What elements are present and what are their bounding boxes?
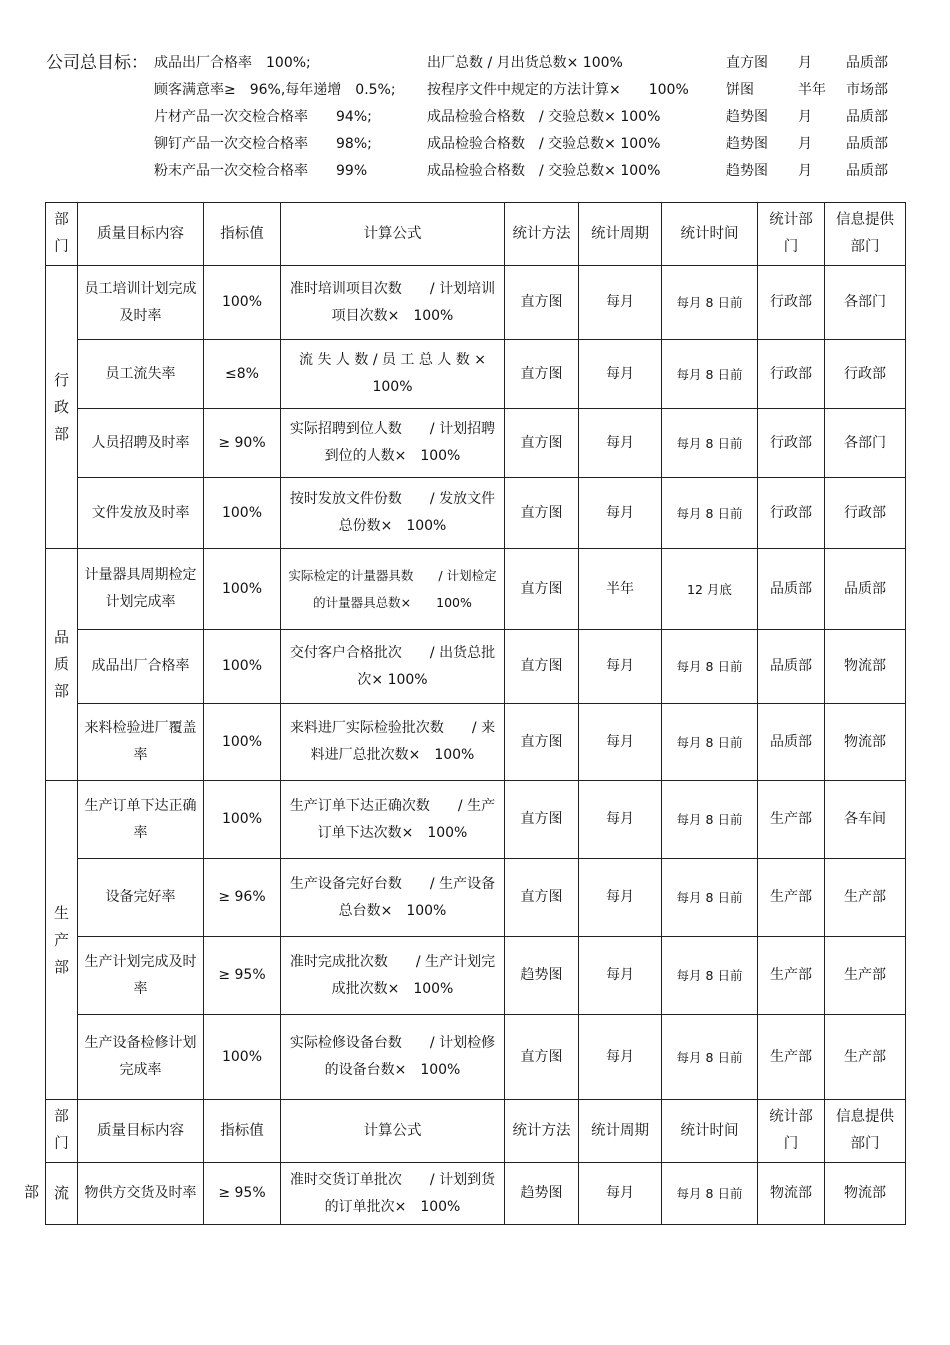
time-cell: 每月 8 日前 — [662, 704, 758, 781]
target-cell: 100% — [204, 704, 281, 781]
header-content: 质量目标内容 — [78, 203, 204, 266]
header-method: 统计方法 — [505, 203, 579, 266]
header-formula: 计算公式 — [281, 203, 505, 266]
time-cell: 每月 8 日前 — [662, 1163, 758, 1225]
content-cell — [78, 1163, 204, 1225]
info-dept-cell: 生产部 — [825, 1015, 906, 1100]
formula-cell: 准时交货订单批次 / 计划到货的订单批次× 100% — [281, 1163, 505, 1225]
goal-formula: 成品检验合格数 / 交验总数× 100% — [427, 163, 661, 179]
goal-formula: 成品检验合格数 / 交验总数× 100% — [427, 136, 661, 152]
time-cell: 每月 8 日前 — [662, 409, 758, 478]
target-cell: ≥ 95% — [204, 1163, 281, 1225]
formula-cell: 生产设备完好台数 / 生产设备总台数× 100% — [281, 859, 505, 937]
goal-text: 成品出厂合格率 100%; — [154, 55, 311, 71]
content-cell: 成品出厂合格率 — [78, 630, 204, 704]
target-cell: ≤8% — [204, 340, 281, 409]
stat-dept-cell: 品质部 — [758, 630, 825, 704]
content-cell: 生产设备检修计划完成率 — [78, 1015, 204, 1100]
stat-dept-cell: 生产部 — [758, 937, 825, 1015]
period-cell: 每月 — [579, 409, 662, 478]
period-cell: 每月 — [579, 859, 662, 937]
info-dept-cell: 物流部 — [825, 704, 906, 781]
time-cell: 每月 8 日前 — [662, 781, 758, 859]
goal-dept: 品质部 — [846, 109, 888, 125]
table-row — [46, 1015, 906, 1100]
content-cell: 生产订单下达正确率 — [78, 781, 204, 859]
time-cell: 每月 8 日前 — [662, 937, 758, 1015]
logistics-dept-char: 物 — [84, 1185, 99, 1201]
goal-period: 月 — [798, 136, 812, 152]
formula-cell: 准时培训项目次数 / 计划培训项目次数× 100% — [281, 266, 505, 340]
period-cell: 每月 — [579, 340, 662, 409]
content-cell: 计量器具周期检定计划完成率 — [78, 549, 204, 630]
info-dept-cell: 各部门 — [825, 266, 906, 340]
info-dept-cell: 物流部 — [825, 630, 906, 704]
method-cell: 直方图 — [505, 409, 579, 478]
method-cell: 趋势图 — [505, 937, 579, 1015]
header-period: 统计周期 — [579, 203, 662, 266]
goal-text: 铆钉产品一次交检合格率 98%; — [154, 136, 372, 152]
goal-formula: 按程序文件中规定的方法计算× 100% — [427, 82, 689, 98]
company-goal-row — [0, 129, 950, 155]
dept-cell-production: 生产部 — [46, 781, 78, 1100]
content-cell: 来料检验进厂覆盖率 — [78, 704, 204, 781]
method-cell: 直方图 — [505, 549, 579, 630]
company-goals-heading: 公司总目标： — [46, 53, 148, 73]
period-cell: 每月 — [579, 937, 662, 1015]
method-cell: 直方图 — [505, 340, 579, 409]
quality-objectives-table — [45, 202, 906, 1225]
target-cell: ≥ 90% — [204, 409, 281, 478]
goal-period: 月 — [798, 109, 812, 125]
target-cell: 100% — [204, 630, 281, 704]
info-dept-cell: 生产部 — [825, 859, 906, 937]
table-row — [46, 266, 906, 340]
target-cell: 100% — [204, 266, 281, 340]
company-goal-row — [0, 102, 950, 128]
target-cell: 100% — [204, 1015, 281, 1100]
formula-cell: 准时完成批次数 / 生产计划完成批次数× 100% — [281, 937, 505, 1015]
goal-formula: 成品检验合格数 / 交验总数× 100% — [427, 109, 661, 125]
stat-dept-cell: 品质部 — [758, 704, 825, 781]
info-dept-cell: 各车间 — [825, 781, 906, 859]
table-row — [46, 781, 906, 859]
table-row — [46, 704, 906, 781]
formula-cell: 交付客户合格批次 / 出货总批次× 100% — [281, 630, 505, 704]
period-cell: 每月 — [579, 781, 662, 859]
period-cell: 每月 — [579, 478, 662, 549]
formula-cell: 实际检定的计量器具数 / 计划检定的计量器具总数× 100% — [281, 549, 505, 630]
header-formula: 计算公式 — [281, 1100, 505, 1163]
formula-cell: 实际招聘到位人数 / 计划招聘到位的人数× 100% — [281, 409, 505, 478]
stat-dept-cell: 行政部 — [758, 340, 825, 409]
table-row — [46, 1163, 906, 1225]
table-row — [46, 340, 906, 409]
period-cell: 每月 — [579, 704, 662, 781]
formula-cell: 实际检修设备台数 / 计划检修的设备台数× 100% — [281, 1015, 505, 1100]
info-dept-cell: 行政部 — [825, 478, 906, 549]
header-info-dept: 信息提供部门 — [825, 1100, 906, 1163]
goal-formula: 出厂总数 / 月出货总数× 100% — [427, 55, 623, 71]
content-cell: 员工培训计划完成及时率 — [78, 266, 204, 340]
stat-dept-cell: 行政部 — [758, 478, 825, 549]
target-cell: 100% — [204, 478, 281, 549]
target-cell: ≥ 95% — [204, 937, 281, 1015]
formula-cell: 生产订单下达正确次数 / 生产订单下达次数× 100% — [281, 781, 505, 859]
goal-dept: 品质部 — [846, 163, 888, 179]
time-cell: 每月 8 日前 — [662, 340, 758, 409]
period-cell: 半年 — [579, 549, 662, 630]
formula-cell: 按时发放文件份数 / 发放文件总份数× 100% — [281, 478, 505, 549]
info-dept-cell: 行政部 — [825, 340, 906, 409]
goal-text: 顾客满意率≥ 96%,每年递增 0.5%; — [154, 82, 396, 98]
content-cell: 生产计划完成及时率 — [78, 937, 204, 1015]
goal-period: 月 — [798, 163, 812, 179]
stat-dept-cell: 物流部 — [758, 1163, 825, 1225]
content-cell: 设备完好率 — [78, 859, 204, 937]
table-row — [46, 549, 906, 630]
goal-dept: 品质部 — [846, 136, 888, 152]
time-cell: 每月 8 日前 — [662, 859, 758, 937]
header-time: 统计时间 — [662, 1100, 758, 1163]
stat-dept-cell: 品质部 — [758, 549, 825, 630]
stat-dept-cell: 生产部 — [758, 859, 825, 937]
goal-text: 粉末产品一次交检合格率 99% — [154, 163, 368, 179]
goal-text: 片材产品一次交检合格率 94%; — [154, 109, 372, 125]
formula-cell: 流 失 人 数 / 员 工 总 人 数 × 100% — [281, 340, 505, 409]
method-cell: 直方图 — [505, 859, 579, 937]
content-cell: 文件发放及时率 — [78, 478, 204, 549]
company-goal-row — [0, 75, 950, 101]
content-text: 供方交货及时率 — [98, 1185, 197, 1201]
time-cell: 每月 8 日前 — [662, 630, 758, 704]
time-cell: 每月 8 日前 — [662, 1015, 758, 1100]
header-dept: 部门 — [46, 1100, 78, 1163]
company-goal-row — [0, 156, 950, 182]
header-target: 指标值 — [204, 1100, 281, 1163]
target-cell: ≥ 96% — [204, 859, 281, 937]
table-row — [46, 937, 906, 1015]
goal-period: 半年 — [798, 82, 826, 98]
goal-period: 月 — [798, 55, 812, 71]
goal-method: 趋势图 — [726, 136, 768, 152]
table-row — [46, 859, 906, 937]
goal-dept: 品质部 — [846, 55, 888, 71]
header-time: 统计时间 — [662, 203, 758, 266]
header-dept: 部门 — [46, 203, 78, 266]
method-cell: 直方图 — [505, 266, 579, 340]
content-cell: 员工流失率 — [78, 340, 204, 409]
header-stat-dept: 统计部门 — [758, 203, 825, 266]
header-stat-dept: 统计部门 — [758, 1100, 825, 1163]
logistics-dept-outside: 部 — [24, 1183, 40, 1201]
period-cell: 每月 — [579, 1163, 662, 1225]
goal-method: 趋势图 — [726, 109, 768, 125]
info-dept-cell: 物流部 — [825, 1163, 906, 1225]
target-cell: 100% — [204, 781, 281, 859]
dept-cell-logistics: 流 — [46, 1163, 78, 1225]
header-info-dept: 信息提供部门 — [825, 203, 906, 266]
method-cell: 直方图 — [505, 781, 579, 859]
info-dept-cell: 各部门 — [825, 409, 906, 478]
header-method: 统计方法 — [505, 1100, 579, 1163]
dept-cell-quality: 品质部 — [46, 549, 78, 781]
company-goal-row — [0, 48, 950, 74]
method-cell: 直方图 — [505, 1015, 579, 1100]
method-cell: 直方图 — [505, 704, 579, 781]
time-cell: 每月 8 日前 — [662, 266, 758, 340]
info-dept-cell: 生产部 — [825, 937, 906, 1015]
method-cell: 直方图 — [505, 478, 579, 549]
table-row — [46, 630, 906, 704]
info-dept-cell: 品质部 — [825, 549, 906, 630]
time-cell: 每月 8 日前 — [662, 478, 758, 549]
period-cell: 每月 — [579, 630, 662, 704]
table-row — [46, 478, 906, 549]
stat-dept-cell: 生产部 — [758, 781, 825, 859]
stat-dept-cell: 行政部 — [758, 266, 825, 340]
goal-method: 趋势图 — [726, 163, 768, 179]
goal-dept: 市场部 — [846, 82, 888, 98]
stat-dept-cell: 行政部 — [758, 409, 825, 478]
content-cell: 人员招聘及时率 — [78, 409, 204, 478]
header-content: 质量目标内容 — [78, 1100, 204, 1163]
period-cell: 每月 — [579, 1015, 662, 1100]
header-period: 统计周期 — [579, 1100, 662, 1163]
method-cell: 直方图 — [505, 630, 579, 704]
goal-method: 直方图 — [726, 55, 768, 71]
goal-method: 饼图 — [726, 82, 754, 98]
dept-cell-admin: 行政部 — [46, 266, 78, 549]
stat-dept-cell: 生产部 — [758, 1015, 825, 1100]
table-header-row — [46, 1100, 906, 1163]
target-cell: 100% — [204, 549, 281, 630]
period-cell: 每月 — [579, 266, 662, 340]
formula-cell: 来料进厂实际检验批次数 / 来料进厂总批次数× 100% — [281, 704, 505, 781]
method-cell: 趋势图 — [505, 1163, 579, 1225]
table-header-row — [46, 203, 906, 266]
header-target: 指标值 — [204, 203, 281, 266]
table-row — [46, 409, 906, 478]
time-cell: 12 月底 — [662, 549, 758, 630]
